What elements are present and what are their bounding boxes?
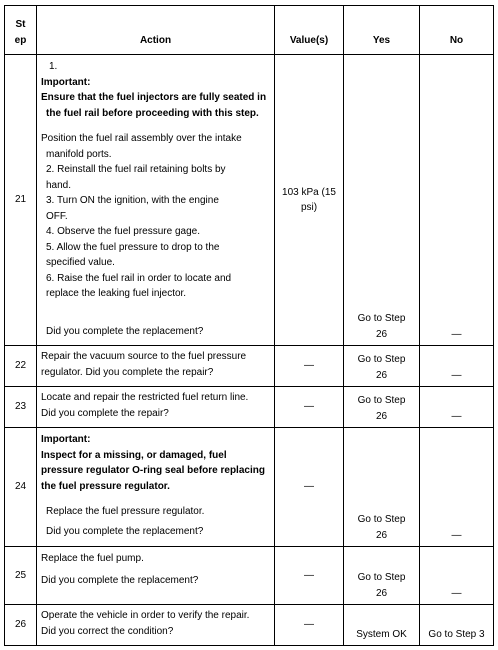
action-text-line: replace the leaking fuel injector. [46,288,187,299]
value-cell: — [275,428,344,547]
important-label: Important: [41,434,91,445]
action-text-line: regulator. Did you complete the repair? [41,366,214,378]
action-text-line: Repair the vacuum source to the fuel pressure [41,351,247,362]
action-cell [37,547,275,605]
yes-text-line: Go to Step [357,572,406,583]
question-text: Did you correct the condition? [41,625,174,637]
yes-cell [344,428,420,547]
yes-cell [344,387,420,428]
value-cell: — [275,387,344,428]
step-number: 26 [5,605,37,646]
action-cell [37,387,275,428]
action-text-line: Replace the fuel pump. [41,553,144,564]
diagnostic-table [4,5,494,646]
yes-cell [344,346,420,387]
yes-text-line: 26 [375,410,388,422]
yes-cell [344,55,420,346]
action-cell [37,605,275,646]
step-number: 25 [5,547,37,605]
value-cell: — [275,346,344,387]
action-text-line: 2. Reinstall the fuel rail retaining bolts by [46,164,226,175]
action-text-line: Locate and repair the restricted fuel return line. [41,392,249,403]
value-cell: — [275,605,344,646]
value-cell: — [275,547,344,605]
step-number: 21 [5,55,37,346]
no-cell: — [420,547,494,605]
action-cell [37,428,275,547]
important-text-line: the fuel rail before proceeding with this step. [46,107,259,119]
header-step-line2: ep [14,34,27,46]
action-text-line: 3. Turn ON the ignition, with the engine [46,195,219,206]
header-no: No [420,6,494,55]
table-row-24 [5,428,494,547]
action-text-line: 5. Allow the fuel pressure to drop to the [46,241,220,253]
table-row-22 [5,346,494,387]
header-action: Action [37,6,275,55]
important-label: Important: [41,76,91,88]
yes-text-line: 26 [375,369,388,381]
important-text-line: the fuel pressure regulator. [41,480,170,492]
yes-text-line: Go to Step [357,313,406,324]
header-step-line1: St [15,19,26,30]
table-row-26 [5,605,494,646]
table-row-21 [5,55,494,346]
yes-text-line: 26 [375,328,388,340]
yes-text-line: 26 [375,587,388,599]
action-text-line: specified value. [46,257,115,268]
yes-text-line: Go to Step [357,395,406,406]
spacer [41,302,272,324]
question-text: Did you complete the replacement? [46,525,204,537]
action-text-line: Position the fuel rail assembly over the intake [41,133,242,144]
no-cell: — [420,428,494,547]
yes-text-line: Go to Step [357,514,406,525]
value-text-line: 103 kPa (15 [282,186,336,198]
no-cell: — [420,346,494,387]
spacer [41,121,272,131]
action-cell [37,346,275,387]
header-yes: Yes [344,6,420,55]
action-cell [37,55,275,346]
action-text-line: manifold ports. [46,148,112,160]
step-1-number: 1. [49,61,58,72]
important-text-line: Inspect for a missing, or damaged, fuel [41,449,227,461]
action-text-line: 4. Observe the fuel pressure gage. [46,226,200,237]
important-text-line: pressure regulator O-ring seal before replacing [41,465,265,476]
action-text-line: OFF. [46,210,68,222]
yes-text-line: Go to Step [357,354,406,365]
action-text-line: hand. [46,179,72,191]
no-cell: Go to Step 3 [420,605,494,646]
action-text-line: 6. Raise the fuel rail in order to locate and [46,272,232,284]
question-text: Did you complete the replacement? [46,325,204,337]
action-text-line: Operate the vehicle in order to verify the repair. [41,610,250,621]
header-row [5,6,494,55]
no-cell: — [420,55,494,346]
step-number: 23 [5,387,37,428]
action-text-line: Did you complete the repair? [41,407,169,419]
yes-cell [344,547,420,605]
value-cell [275,55,344,346]
header-step [5,6,37,55]
header-values: Value(s) [275,6,344,55]
action-text-line: Replace the fuel pressure regulator. [46,506,205,517]
spacer [41,494,272,504]
table-row-25 [5,547,494,605]
yes-text-line: 26 [375,529,388,541]
step-number: 22 [5,346,37,387]
step-number: 24 [5,428,37,547]
question-text: Did you complete the replacement? [41,574,199,586]
no-cell: — [420,387,494,428]
value-text-line: psi) [300,202,318,213]
table-row-23 [5,387,494,428]
important-text-line: Ensure that the fuel injectors are fully seated in [41,92,267,103]
yes-cell: System OK [344,605,420,646]
